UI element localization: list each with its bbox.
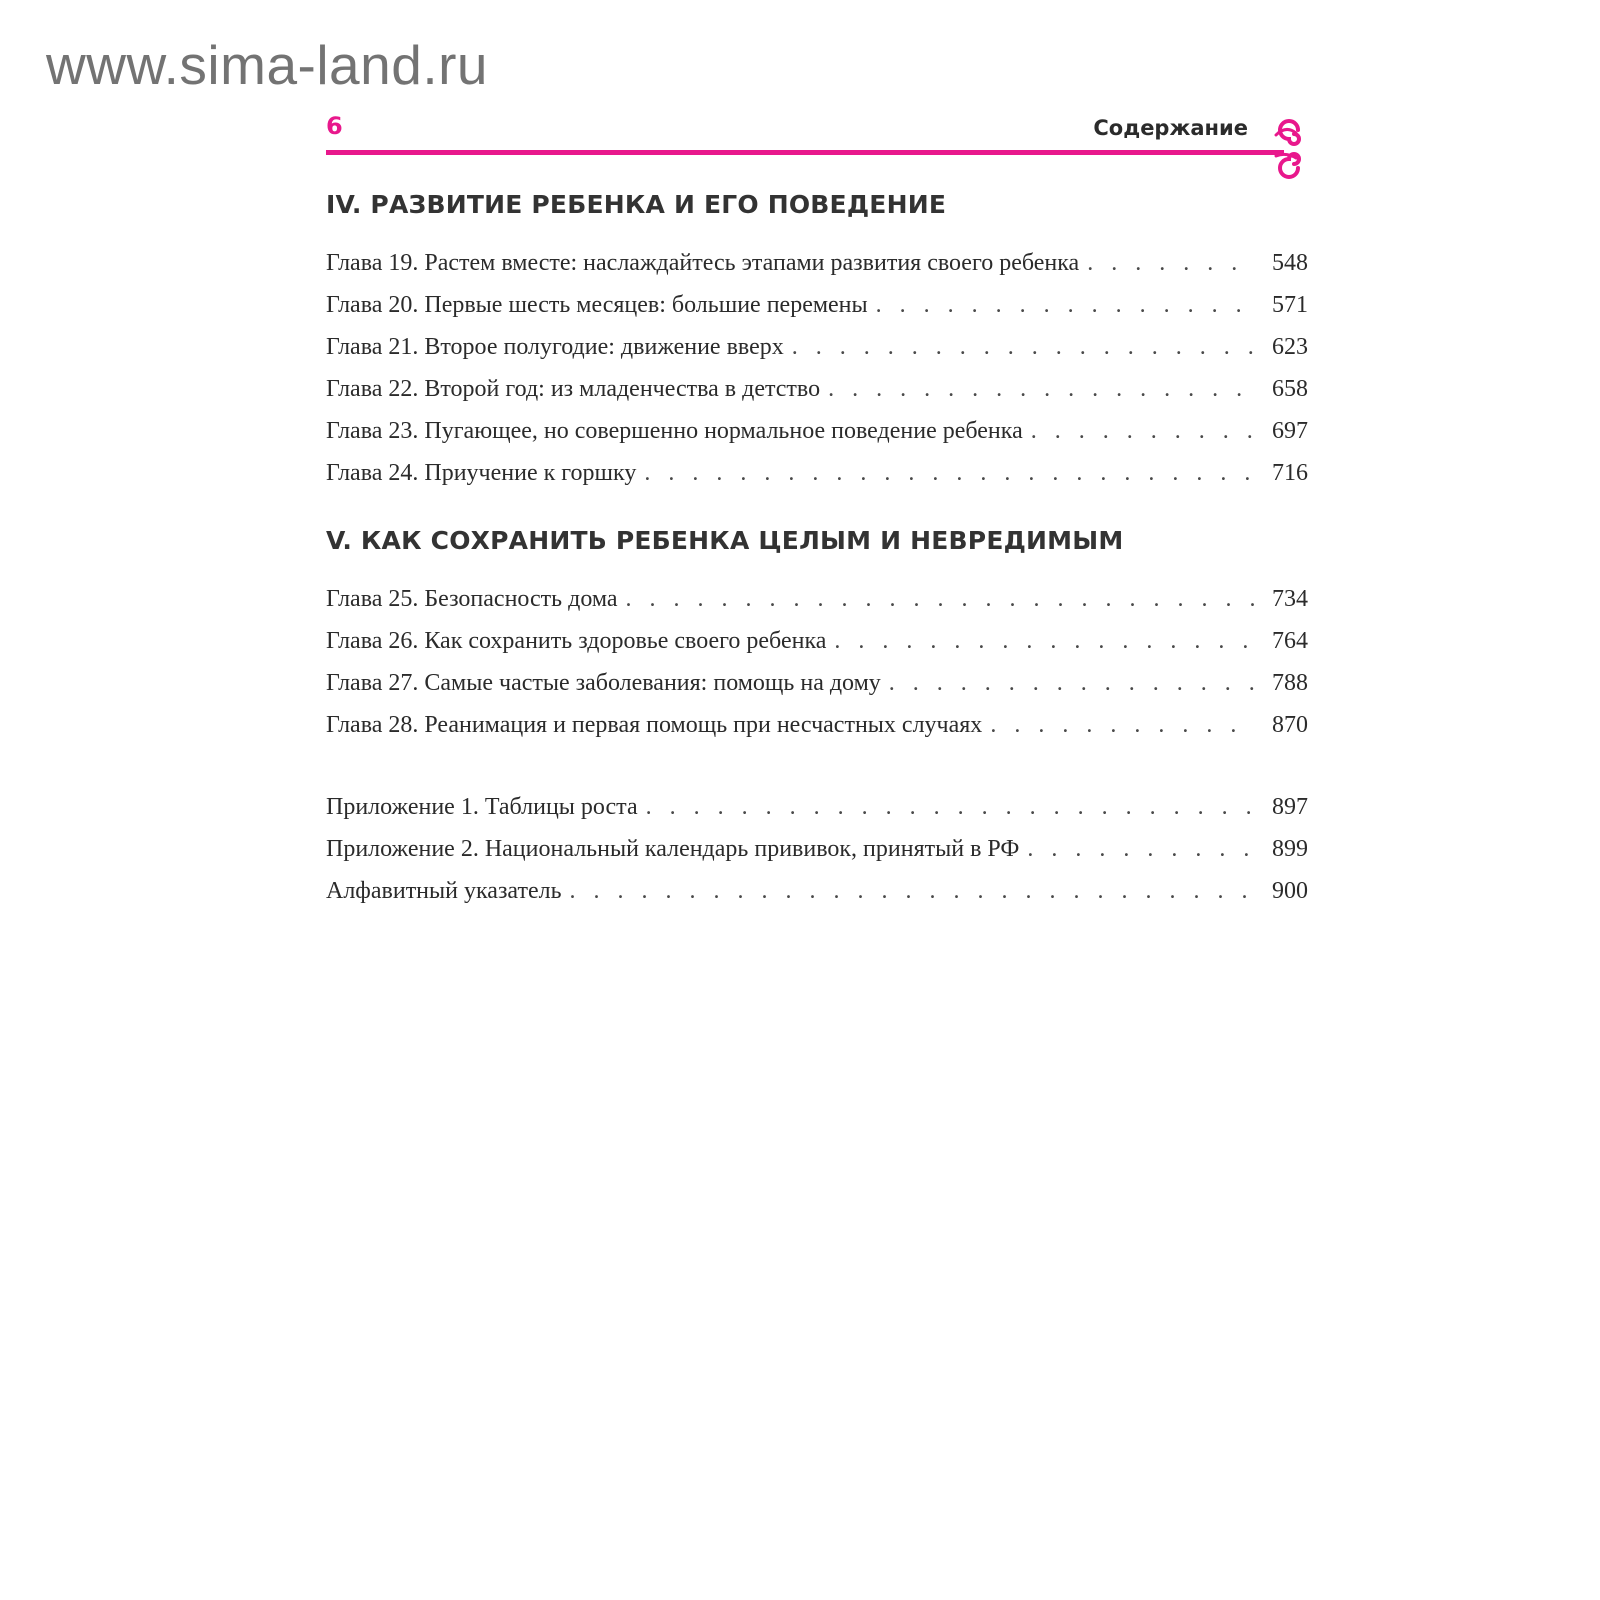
toc-entry[interactable]: [326, 670, 1308, 712]
toc-entry-label: Приложение 2. Национальный календарь прививок, принятый в РФ: [326, 836, 1020, 862]
toc-entry-page: 788: [1272, 670, 1308, 696]
swirl-ornament-icon: [1268, 110, 1308, 190]
header-rule: [326, 150, 1284, 155]
toc-entry-page: 548: [1272, 250, 1308, 276]
toc-entry[interactable]: [326, 334, 1308, 376]
toc-entry[interactable]: [326, 376, 1308, 418]
toc-entry-label: Глава 24. Приучение к горшку: [326, 460, 637, 486]
toc-entry-label: Глава 28. Реанимация и первая помощь при несчастных случаях: [326, 712, 983, 738]
toc-entry-page: 623: [1272, 334, 1308, 360]
toc-leader-dots: [1031, 418, 1256, 445]
toc-entry[interactable]: [326, 628, 1308, 670]
toc-entry-page: 764: [1272, 628, 1308, 654]
toc-entry-label: Глава 26. Как сохранить здоровье своего ребенка: [326, 628, 827, 654]
toc-entry[interactable]: [326, 460, 1308, 502]
toc-entry-page: 658: [1272, 376, 1308, 402]
toc-entry-label: Глава 21. Второе полугодие: движение вверх: [326, 334, 784, 360]
toc-entry-page: 900: [1272, 878, 1308, 904]
toc-leader-dots: [644, 460, 1256, 487]
appendix-list: [326, 794, 1308, 920]
section-title: IV. РАЗВИТИЕ РЕБЕНКА И ЕГО ПОВЕДЕНИЕ: [326, 190, 947, 219]
page-number: 6: [326, 112, 343, 140]
toc-entry-label: Глава 20. Первые шесть месяцев: большие перемены: [326, 292, 868, 318]
toc-entry-page: 734: [1272, 586, 1308, 612]
toc-leader-dots: [834, 628, 1256, 655]
toc-entry[interactable]: [326, 250, 1308, 292]
toc-leader-dots: [990, 712, 1256, 739]
toc-leader-dots: [626, 586, 1256, 613]
toc-entry[interactable]: [326, 878, 1308, 920]
toc-entry-label: Алфавитный указатель: [326, 878, 562, 904]
toc-entry-page: 899: [1272, 836, 1308, 862]
toc-entry[interactable]: [326, 418, 1308, 460]
toc-entry-page: 716: [1272, 460, 1308, 486]
toc-leader-dots: [1027, 836, 1256, 863]
toc-entry-label: Приложение 1. Таблицы роста: [326, 794, 638, 820]
toc-leader-dots: [792, 334, 1256, 361]
toc-entry-page: 897: [1272, 794, 1308, 820]
toc-entry-label: Глава 25. Безопасность дома: [326, 586, 618, 612]
toc-leader-dots: [889, 670, 1256, 697]
toc-leader-dots: [828, 376, 1256, 403]
toc-entry[interactable]: [326, 794, 1308, 836]
running-title: Содержание: [1093, 116, 1248, 140]
toc-entry-page: 697: [1272, 418, 1308, 444]
toc-entry[interactable]: [326, 836, 1308, 878]
toc-entry[interactable]: [326, 712, 1308, 754]
toc-list: [326, 586, 1308, 754]
toc-entry-page: 571: [1272, 292, 1308, 318]
toc-leader-dots: [646, 794, 1256, 821]
page-header: [326, 110, 1308, 160]
toc-leader-dots: [570, 878, 1256, 905]
toc-entry-label: Глава 27. Самые частые заболевания: помощь на дому: [326, 670, 881, 696]
toc-entry[interactable]: [326, 586, 1308, 628]
toc-entry[interactable]: [326, 292, 1308, 334]
toc-entry-page: 870: [1272, 712, 1308, 738]
toc-entry-label: Глава 19. Растем вместе: наслаждайтесь этапами развития своего ребенка: [326, 250, 1080, 276]
watermark-text: www.sima-land.ru: [46, 34, 489, 96]
toc-entry-label: Глава 22. Второй год: из младенчества в детство: [326, 376, 821, 402]
toc-leader-dots: [876, 292, 1256, 319]
section-title: V. КАК СОХРАНИТЬ РЕБЕНКА ЦЕЛЫМ И НЕВРЕДИМЫМ: [326, 526, 1124, 555]
toc-entry-label: Глава 23. Пугающее, но совершенно нормальное поведение ребенка: [326, 418, 1023, 444]
toc-leader-dots: [1087, 250, 1256, 277]
toc-list: [326, 250, 1308, 502]
book-page: [326, 110, 1308, 904]
